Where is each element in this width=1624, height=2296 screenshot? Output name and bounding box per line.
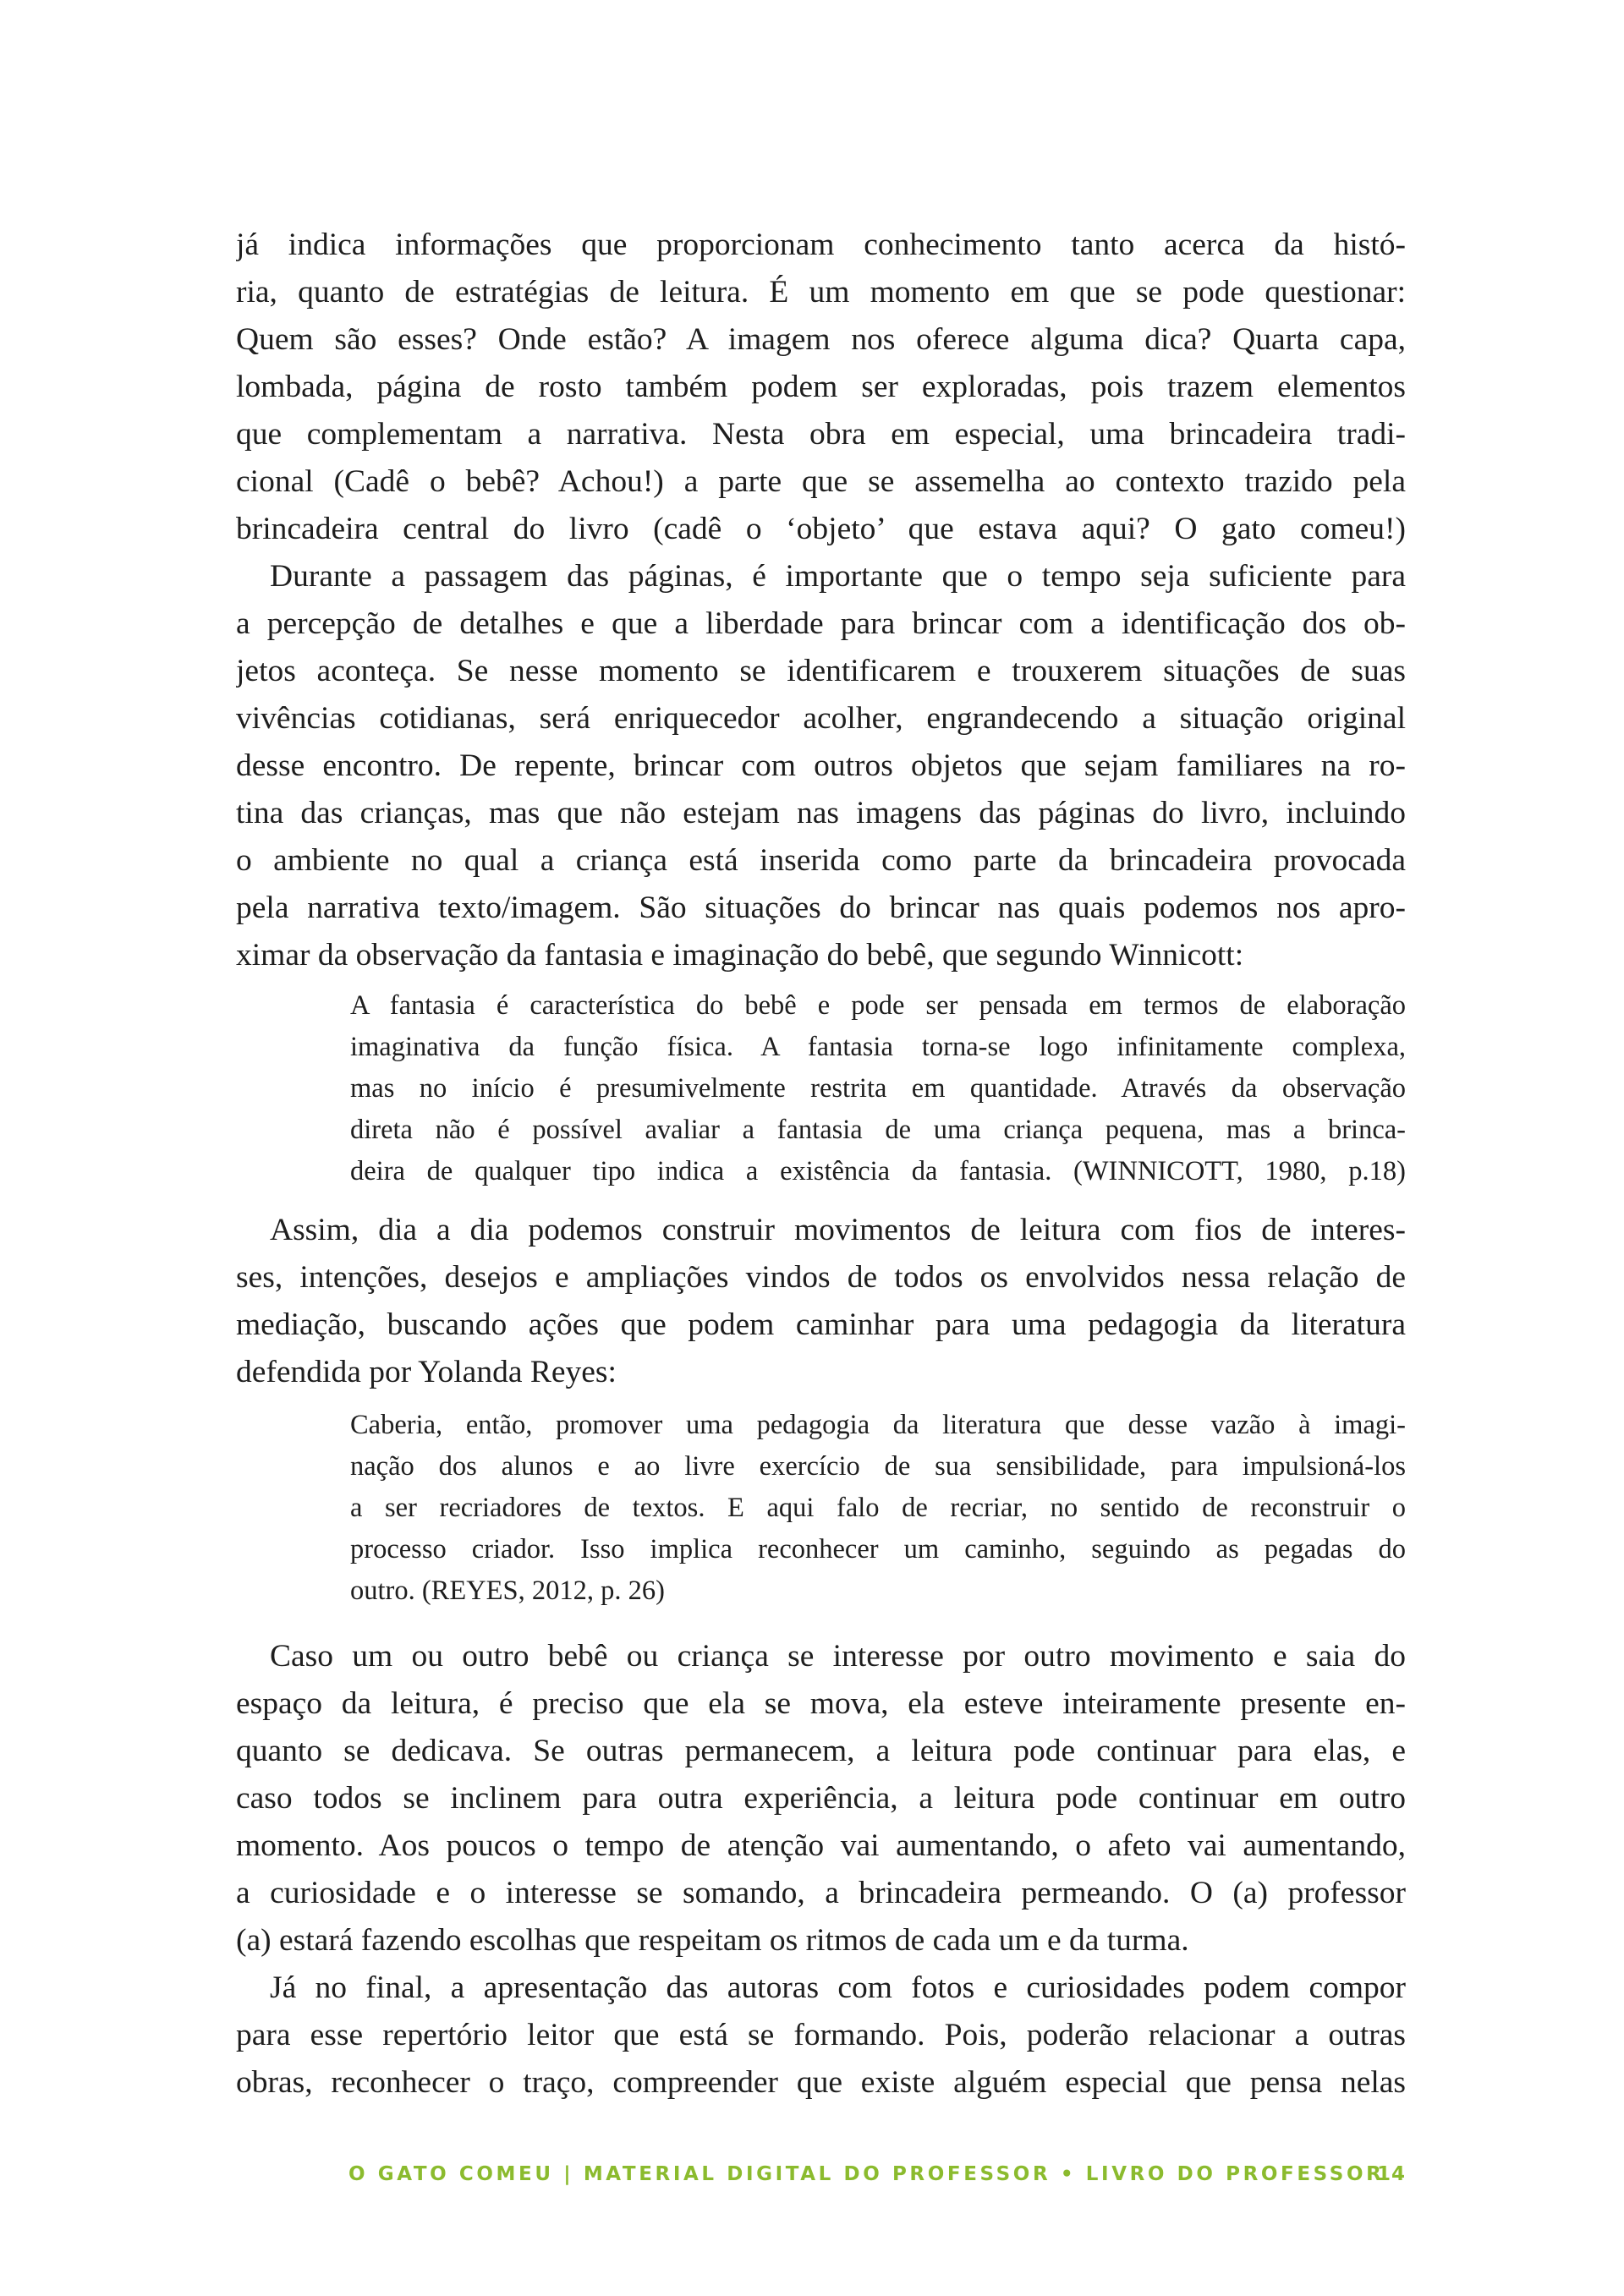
text-line: ria, quanto de estratégias de leitura. É um momento em que se pode questionar:	[236, 275, 1406, 310]
quote-line: deira de qualquer tipo indica a existência da fantasia. (WINNICOTT, 1980, p.18)	[350, 1156, 1406, 1186]
quote-line: a ser recriadores de textos. E aqui falo de recriar, no sentido de reconstruir o	[350, 1493, 1406, 1523]
text-line: (a) estará fazendo escolhas que respeitam os ritmos de cada um e da turma.	[236, 1923, 1189, 1958]
text-line: obras, reconhecer o traço, compreender que existe alguém especial que pensa nelas	[236, 2065, 1406, 2100]
text-line: momento. Aos poucos o tempo de atenção vai aumentando, o afeto vai aumentando,	[236, 1828, 1406, 1863]
text-line: Durante a passagem das páginas, é importante que o tempo seja suficiente para	[270, 559, 1406, 594]
text-line: caso todos se inclinem para outra experiência, a leitura pode continuar em outro	[236, 1781, 1406, 1816]
text-line: espaço da leitura, é preciso que ela se mova, ela esteve inteiramente presente en-	[236, 1686, 1406, 1721]
text-line: jetos aconteça. Se nesse momento se identificarem e trouxerem situações de suas	[236, 654, 1406, 688]
quote-line: Caberia, então, promover uma pedagogia da literatura que desse vazão à imagi-	[350, 1410, 1406, 1440]
text-line: Assim, dia a dia podemos construir movimentos de leitura com fios de interes-	[270, 1213, 1406, 1247]
block-quote-reyes	[350, 1405, 1406, 1612]
page-number: 14	[1376, 2163, 1406, 2185]
paragraph-4	[236, 1633, 1406, 1964]
paragraph-5	[236, 1964, 1406, 2107]
text-line: lombada, página de rosto também podem ser exploradas, pois trazem elementos	[236, 370, 1406, 404]
text-line: Já no final, a apresentação das autoras com fotos e curiosidades podem compor	[270, 1970, 1406, 2005]
text-line: brincadeira central do livro (cadê o ‘objeto’ que estava aqui? O gato comeu!)	[236, 512, 1406, 546]
quote-line: mas no início é presumivelmente restrita em quantidade. Através da observação	[350, 1073, 1406, 1104]
quote-line: direta não é possível avaliar a fantasia de uma criança pequena, mas a brinca-	[350, 1115, 1406, 1145]
text-line: cional (Cadê o bebê? Achou!) a parte que se assemelha ao contexto trazido pela	[236, 464, 1406, 499]
paragraph-1	[236, 222, 1406, 553]
text-line: vivências cotidianas, será enriquecedor acolher, engrandecendo a situação original	[236, 701, 1406, 736]
text-line: quanto se dedicava. Se outras permanecem, a leitura pode continuar para elas, e	[236, 1734, 1406, 1768]
text-line: a percepção de detalhes e que a liberdade para brincar com a identificação dos ob-	[236, 606, 1406, 641]
text-line: desse encontro. De repente, brincar com outros objetos que sejam familiares na ro-	[236, 748, 1406, 783]
block-quote-winnicott	[350, 985, 1406, 1192]
text-line: Caso um ou outro bebê ou criança se interesse por outro movimento e saia do	[270, 1639, 1406, 1674]
text-line: que complementam a narrativa. Nesta obra em especial, uma brincadeira tradi-	[236, 417, 1406, 452]
running-footer-title: O GATO COMEU | MATERIAL DIGITAL DO PROFESSOR • LIVRO DO PROFESSOR	[348, 2163, 1385, 2185]
text-line: tina das crianças, mas que não estejam nas imagens das páginas do livro, incluindo	[236, 796, 1406, 830]
body-text	[236, 222, 1406, 2107]
quote-line: imaginativa da função física. A fantasia torna-se logo infinitamente complexa,	[350, 1032, 1406, 1062]
quote-line: outro. (REYES, 2012, p. 26)	[350, 1575, 665, 1606]
text-line: já indica informações que proporcionam conhecimento tanto acerca da histó-	[236, 227, 1406, 262]
paragraph-2	[236, 553, 1406, 979]
paragraph-3	[236, 1207, 1406, 1396]
text-line: Quem são esses? Onde estão? A imagem nos oferece alguma dica? Quarta capa,	[236, 322, 1406, 357]
text-line: pela narrativa texto/imagem. São situações do brincar nas quais podemos nos apro-	[236, 890, 1406, 925]
text-line: para esse repertório leitor que está se formando. Pois, poderão relacionar a outras	[236, 2018, 1406, 2052]
text-line: ses, intenções, desejos e ampliações vindos de todos os envolvidos nessa relação de	[236, 1260, 1406, 1295]
text-line: a curiosidade e o interesse se somando, a brincadeira permeando. O (a) professor	[236, 1876, 1406, 1910]
text-line: mediação, buscando ações que podem caminhar para uma pedagogia da literatura	[236, 1307, 1406, 1342]
text-line: defendida por Yolanda Reyes:	[236, 1355, 617, 1389]
quote-line: nação dos alunos e ao livre exercício de sua sensibilidade, para impulsioná-los	[350, 1451, 1406, 1482]
text-line: ximar da observação da fantasia e imaginação do bebê, que segundo Winnicott:	[236, 938, 1244, 973]
page-footer	[348, 2156, 1406, 2193]
quote-line: processo criador. Isso implica reconhecer um caminho, seguindo as pegadas do	[350, 1534, 1406, 1564]
text-line: o ambiente no qual a criança está inserida como parte da brincadeira provocada	[236, 843, 1406, 878]
quote-line: A fantasia é característica do bebê e pode ser pensada em termos de elaboração	[350, 990, 1406, 1021]
